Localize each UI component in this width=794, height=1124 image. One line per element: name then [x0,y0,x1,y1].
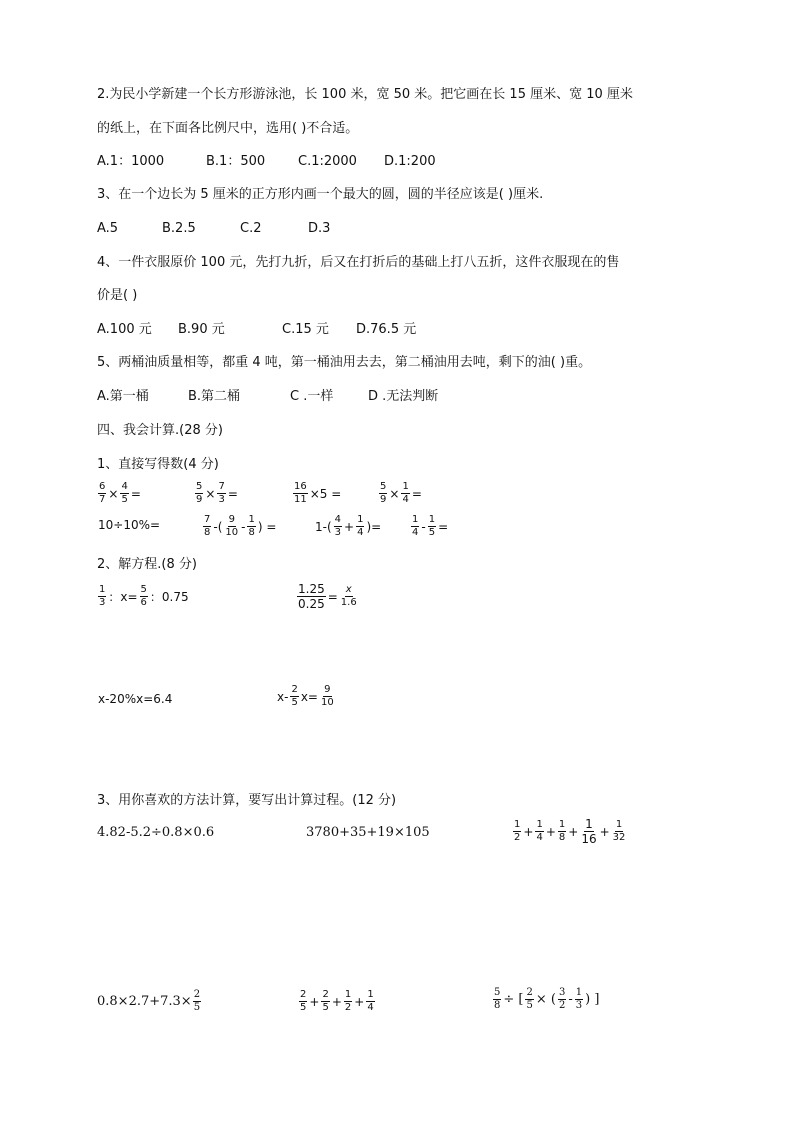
q5-option-d: D .无法判断 [368,389,439,404]
q3-option-a: A.5 [97,221,119,236]
q2-option-c: C.1:2000 [298,154,357,169]
direct-expr-6: $\frac{7}{8}$ -( $\frac{9}{10}$ - $\frac{1}{8}$ ) = [204,514,277,538]
q5-option-a: A.第一桶 [97,389,149,404]
q5-option-c: C .一样 [290,389,334,404]
q3-line1: 3、在一个边长为 5 厘米的正方形内画一个最大的圆，圆的半径应该是( )厘米. [97,187,544,202]
direct-expr-7: 1-( $\frac{4}{3}$ + $\frac{1}{4}$ )= [315,514,382,538]
equation-3: x-20%x=6.4 [98,692,173,706]
direct-expr-4: $\frac{5}{9}$ × $\frac{1}{4}$ = [380,481,422,505]
q5-line1: 5、两桶油质量相等，都重 4 吨，第一桶油用去去，第二桶油用去吨，剩下的油( )重。 [97,355,592,370]
sub-heading-direct: 1、直接写得数(4 分) [97,457,219,472]
calc-expr-6: $\frac{5}{8}$ ÷ [ $\frac{2}{5}$ × ( $\frac{3}{2}$ - $\frac{1}{3}$ ) ] [494,987,600,1011]
q2-option-b: B.1：500 [206,154,266,169]
equation-1: $\frac{1}{3}$ ：x= $\frac{5}{6}$ ：0.75 [99,584,189,608]
q4-option-d: D.76.5 元 [356,322,417,337]
sub-heading-calc: 3、用你喜欢的方法计算，要写出计算过程。(12 分) [97,793,397,808]
section-title: 四、我会计算.(28 分) [97,423,223,438]
calc-expr-1: 4.82-5.2÷0.8×0.6 [97,825,215,840]
q5-option-b: B.第二桶 [188,389,241,404]
direct-expr-5: 10÷10%= [98,518,161,532]
calc-expr-3: $\frac{1}{2}$ + $\frac{1}{4}$ + $\frac{1}{8}$ + $\frac{1}{16}$ + $\frac{1}{32}$ [514,817,626,846]
calc-expr-2: 3780+35+19×105 [306,825,430,840]
q4-option-b: B.90 元 [178,322,225,337]
direct-expr-3: $\frac{16}{11}$ ×5 = [294,481,342,505]
q2-line1: 2.为民小学新建一个长方形游泳池，长 100 米，宽 50 米。把它画在长 15 厘米、宽 10 厘米 [97,87,633,102]
q3-option-c: C.2 [240,221,262,236]
q3-option-b: B.2.5 [162,221,196,236]
equation-4: x- $\frac{2}{5}$ x= $\frac{9}{10}$ [277,684,334,708]
q2-option-a: A.1：1000 [97,154,165,169]
q2-line2: 的纸上，在下面各比例尺中，选用( )不合适。 [97,121,359,136]
sub-heading-equations: 2、解方程.(8 分) [97,557,197,572]
direct-expr-1: $\frac{6}{7}$ × $\frac{4}{5}$ = [99,481,141,505]
q2-option-d: D.1:200 [384,154,436,169]
q4-option-c: C.15 元 [282,322,329,337]
q4-line2: 价是( ) [97,288,138,303]
calc-expr-4: 0.8×2.7+7.3× $\frac{2}{5}$ [97,989,201,1013]
equation-2: $\frac{1.25}{0.25}$ = $\frac{x}{1.6}$ [298,582,357,611]
q3-option-d: D.3 [308,221,331,236]
calc-expr-5: $\frac{2}{5}$ + $\frac{2}{5}$ + $\frac{1}{2}$ + $\frac{1}{4}$ [300,989,374,1013]
direct-expr-8: $\frac{1}{4}$ - $\frac{1}{5}$ = [412,514,449,538]
direct-expr-2: $\frac{5}{9}$ × $\frac{7}{3}$ = [196,481,238,505]
q4-line1: 4、一件衣服原价 100 元，先打九折，后又在打折后的基础上打八五折，这件衣服现在的售 [97,255,620,270]
q4-option-a: A.100 元 [97,322,152,337]
